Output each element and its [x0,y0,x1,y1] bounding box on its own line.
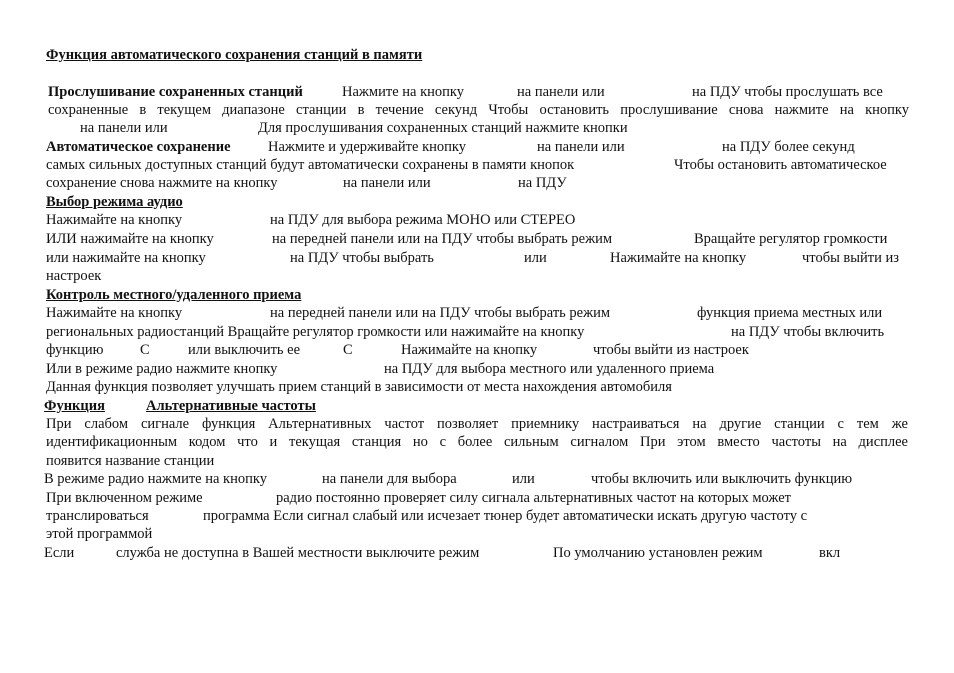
s4-line3-c: или выключить ее [188,342,301,358]
s1-line1-c: на ПДУ чтобы прослушать все [692,84,883,100]
s5-line4-b: на панели для выбора [322,471,457,487]
s5-heading-b: Альтернативные частоты [146,398,316,414]
s2-line2-b: Чтобы остановить автоматическое [674,157,887,173]
s5-line7: этой программой [46,526,153,542]
s4-line2-b: на ПДУ чтобы включить [731,324,885,340]
s3-line3-b: на ПДУ чтобы выбрать [290,250,434,266]
s2-heading: Автоматическое сохранение [46,139,231,155]
s4-line4-b: на ПДУ для выбора местного или удаленного приема [384,361,715,377]
s5-line5-b: радио постоянно проверяет силу сигнала альтернативных частот на которых может [276,490,791,506]
s4-line3-f: чтобы выйти из настроек [593,342,749,358]
s3-line3-e: чтобы выйти из [802,250,899,266]
s1-heading: Прослушивание сохраненных станций [48,84,303,100]
s3-line2-b: на передней панели или на ПДУ чтобы выбрать режим [272,231,613,247]
s2-line2-a: самых сильных доступных станций будут автоматически сохранены в памяти кнопок [46,157,575,173]
s1-line3-a: на панели или [80,120,168,136]
s4-line1-c: функция приема местных или [697,305,883,321]
s3-line1-b: на ПДУ для выбора режима МОНО или СТЕРЕО [270,212,576,228]
s3-line2-c: Вращайте регулятор громкости [694,231,888,247]
s5-line8-b: служба не доступна в Вашей местности выключите режим [116,545,480,561]
s5-line6-a: транслироваться [46,508,149,524]
s5-line1: При слабом сигнале функция Альтернативных частот позволяет приемнику настраиваться на другие станции с тем же [46,416,908,432]
s3-line3-d: Нажимайте на кнопку [610,250,747,266]
s4-line1-b: на передней панели или на ПДУ чтобы выбрать режим [270,305,611,321]
s5-heading-a: Функция [44,398,105,414]
s3-line3-a: или нажимайте на кнопку [46,250,206,266]
s2-line3-a: сохранение снова нажмите на кнопку [46,175,278,191]
s4-line3-b: С [140,342,150,358]
s1-line2: сохраненные в текущем диапазоне станции в течение секунд Чтобы остановить прослушивание снова нажмите на кнопку [48,102,909,118]
s5-line3: появится название станции [46,453,215,469]
s2-line1-b: на панели или [537,139,625,155]
s5-line2: идентификационным кодом что и текущая станция но с более сильным сигналом При этом вместо частоты на дисплее [46,434,908,450]
s4-line4-a: Или в режиме радио нажмите кнопку [46,361,278,377]
s2-line3-b: на панели или [343,175,431,191]
s5-line4-c: или [512,471,535,487]
s5-line8-a: Если [44,545,75,561]
s1-line1-b: на панели или [517,84,605,100]
s4-line3-e: Нажимайте на кнопку [401,342,538,358]
s4-line2-a: региональных радиостанций Вращайте регулятор громкости или нажимайте на кнопку [46,324,585,340]
s5-line4-a: В режиме радио нажмите на кнопку [44,471,267,487]
s3-line4: настроек [46,268,102,284]
s5-line8-c: По умолчанию установлен режим [553,545,763,561]
s1-line3-b: Для прослушивания сохраненных станций нажмите кнопки [258,120,628,136]
s3-line3-c: или [524,250,547,266]
s4-heading: Контроль местного/удаленного приема [46,287,302,303]
s5-line6-b: программа Если сигнал слабый или исчезает тюнер будет автоматически искать другую частоту с [203,508,808,524]
s4-line1-a: Нажимайте на кнопку [46,305,183,321]
s5-line4-d: чтобы включить или выключить функцию [591,471,853,487]
document-title: Функция автоматического сохранения станций в памяти [46,47,423,63]
s3-line1-a: Нажимайте на кнопку [46,212,183,228]
s5-line5-a: При включенном режиме [46,490,203,506]
s5-line8-d: вкл [819,545,841,561]
s2-line1-a: Нажмите и удерживайте кнопку [268,139,466,155]
s3-heading: Выбор режима аудио [46,194,183,210]
s2-line3-c: на ПДУ [518,175,567,191]
s4-line5: Данная функция позволяет улучшать прием станций в зависимости от места нахождения автомобиля [46,379,672,395]
s4-line3-d: С [343,342,353,358]
s4-line3-a: функцию [46,342,104,358]
s3-line2-a: ИЛИ нажимайте на кнопку [46,231,214,247]
s1-line1-a: Нажмите на кнопку [342,84,464,100]
s2-line1-c: на ПДУ более секунд [722,139,855,155]
